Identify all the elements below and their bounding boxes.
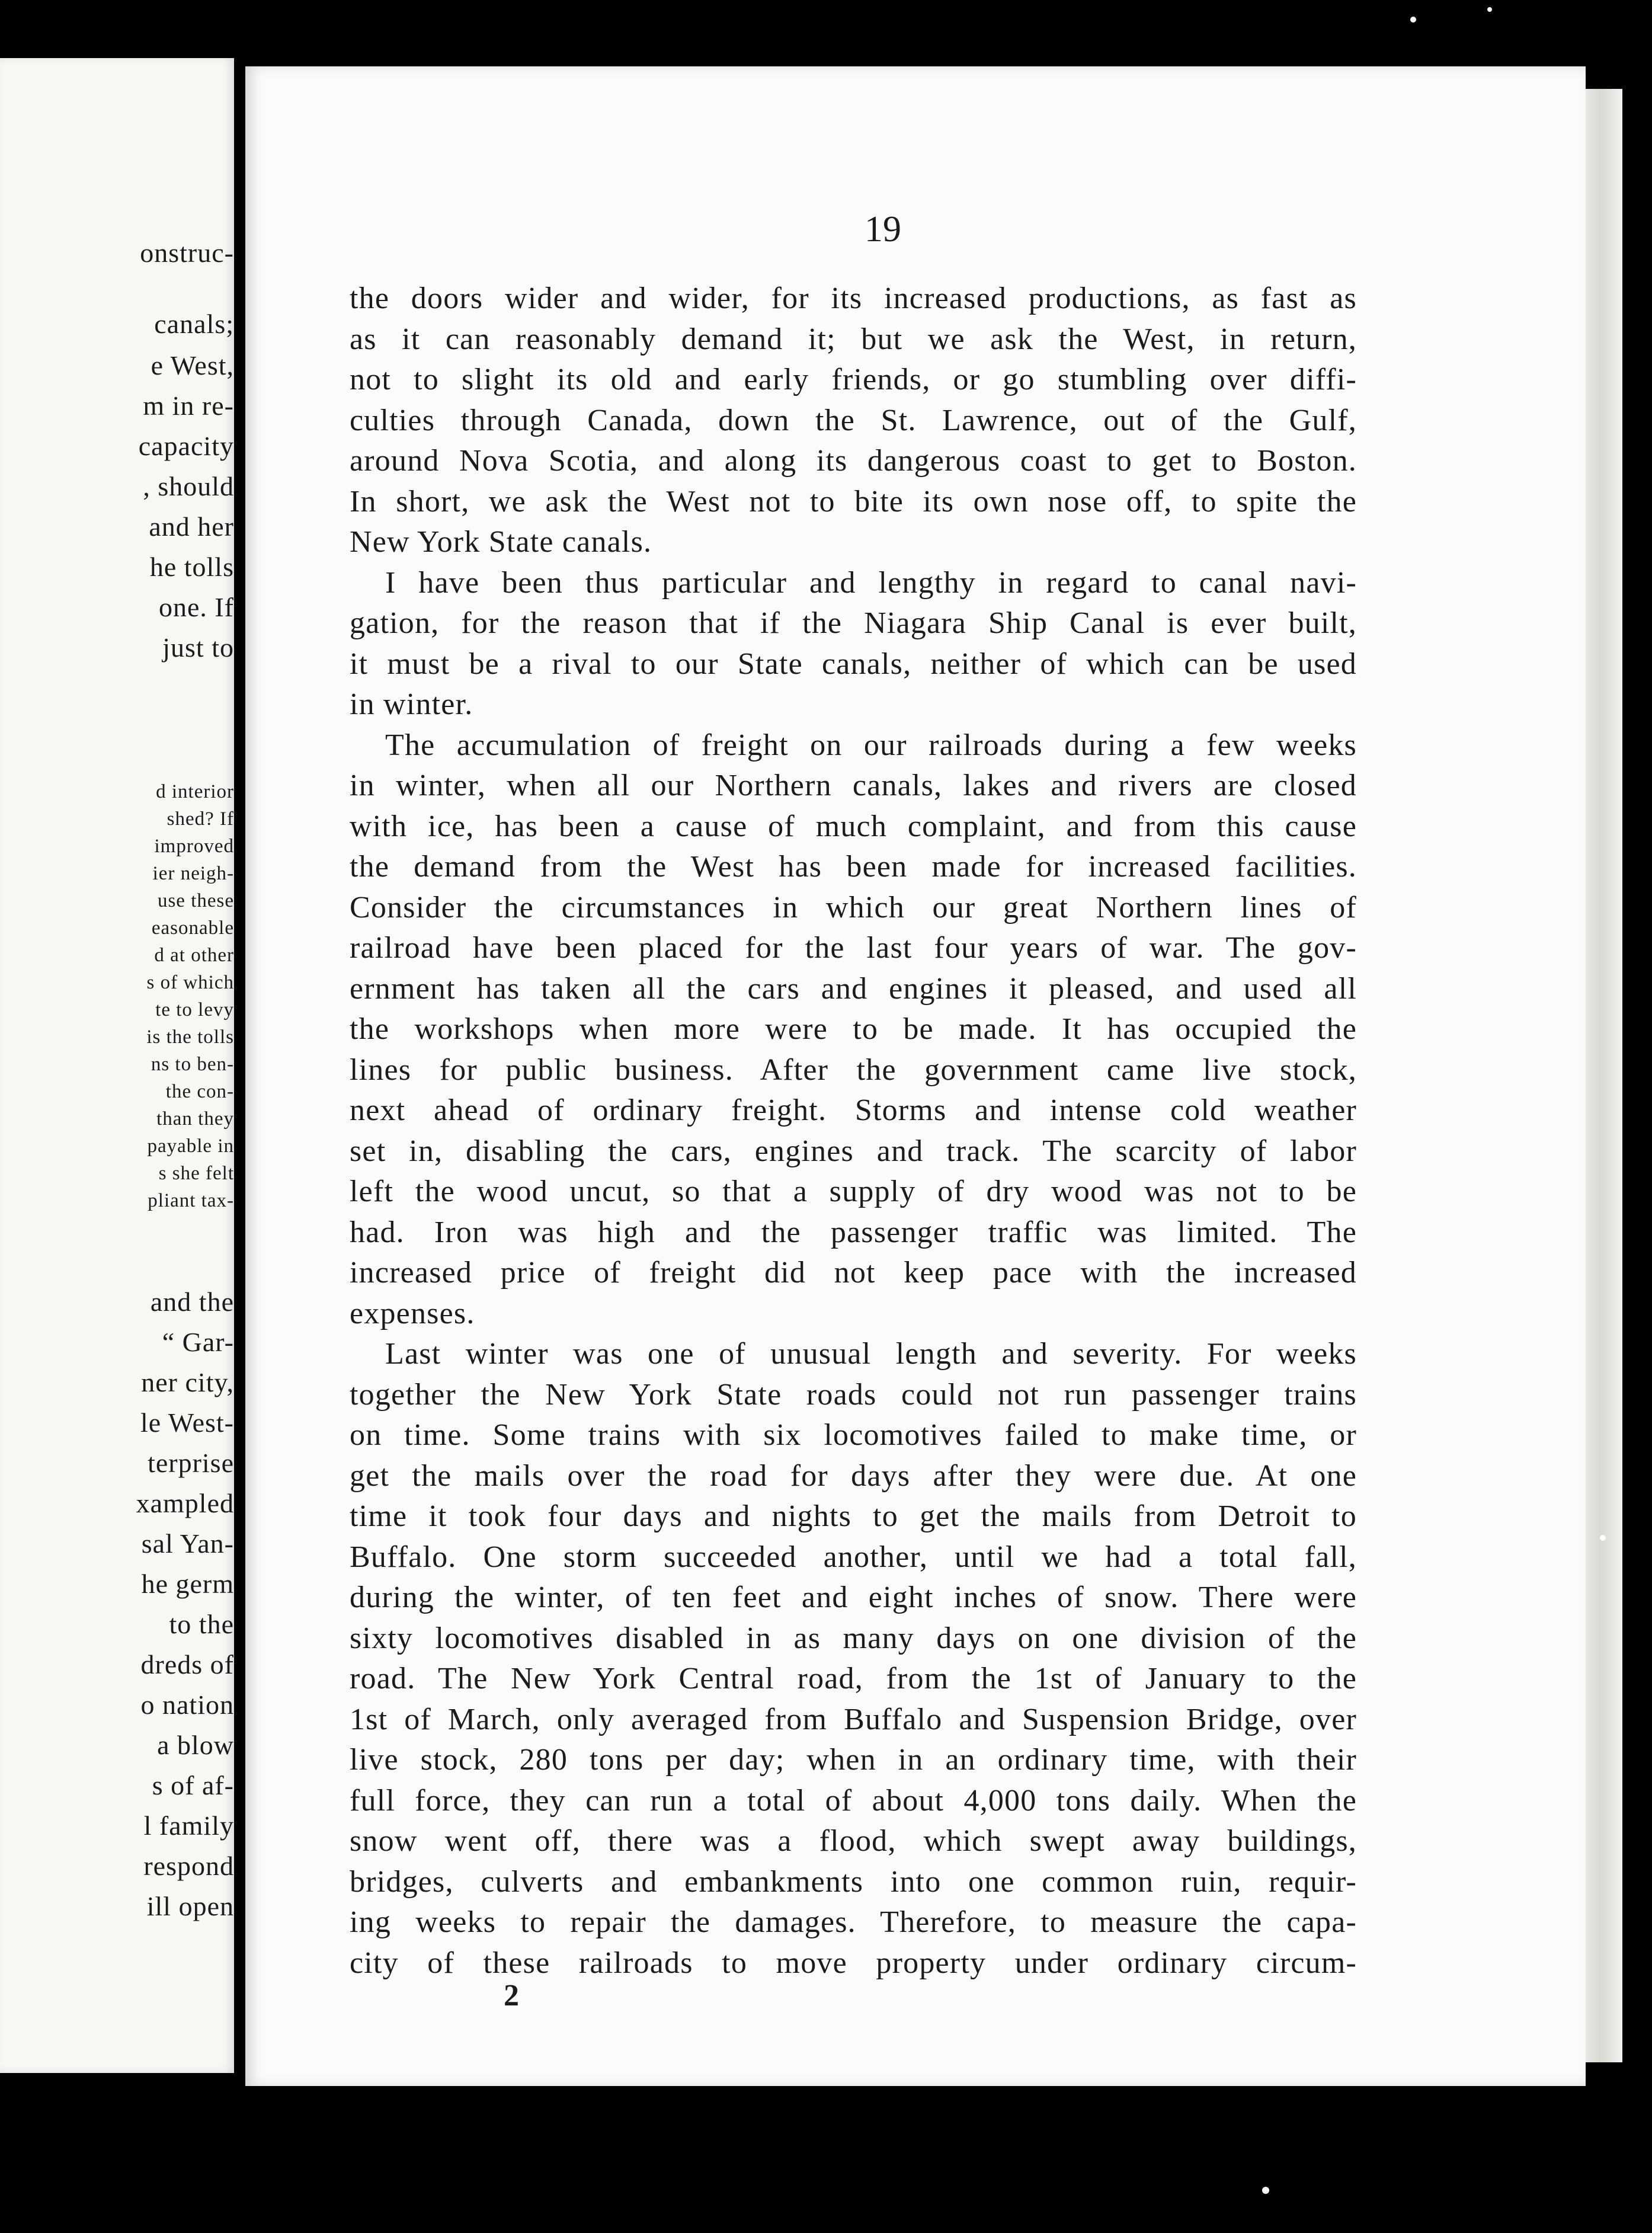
facing-text-line: o nation xyxy=(140,1690,234,1720)
scan-speck xyxy=(1410,17,1416,23)
text-line: In short, we ask the West not to bite its own nose off, to spite the xyxy=(350,484,1357,519)
facing-text-line: than they xyxy=(156,1108,234,1130)
facing-text-line: d interior xyxy=(156,781,234,802)
facing-text-line: easonable xyxy=(151,917,234,939)
text-line: 1st of March, only averaged from Buffalo and Suspension Bridge, over xyxy=(350,1702,1357,1736)
text-line: the demand from the West has been made for increased facilities. xyxy=(350,850,1357,884)
text-line: lines for public business. After the government came live stock, xyxy=(350,1052,1357,1087)
text-line: in winter. xyxy=(350,687,473,721)
text-line: the doors wider and wider, for its increased productions, as fast as xyxy=(350,281,1357,315)
text-line: next ahead of ordinary freight. Storms and intense cold weather xyxy=(350,1093,1357,1127)
facing-text-line: sal Yan- xyxy=(141,1528,234,1559)
text-line: live stock, 280 tons per day; when in an ordinary time, with their xyxy=(350,1743,1357,1777)
text-line: with ice, has been a cause of much complaint, and from this cause xyxy=(350,809,1357,843)
text-line: expenses. xyxy=(350,1296,475,1330)
text-line: bridges, culverts and embankments into one common ruin, requir- xyxy=(350,1864,1357,1899)
facing-text-line: one. If xyxy=(158,592,234,622)
page-body-text xyxy=(350,279,1357,1984)
text-line: Last winter was one of unusual length and severity. For weeks xyxy=(385,1337,1357,1371)
text-line: on time. Some trains with six locomotives failed to make time, or xyxy=(350,1418,1357,1452)
facing-text-line: ns to ben- xyxy=(151,1054,234,1075)
text-line: increased price of freight did not keep pace with the increased xyxy=(350,1256,1357,1290)
facing-text-line: l family xyxy=(143,1810,234,1841)
facing-text-line: terprise xyxy=(148,1448,234,1478)
facing-text-line: ier neigh- xyxy=(152,863,234,884)
text-line: culties through Canada, down the St. Lawrence, out of the Gulf, xyxy=(350,403,1357,437)
text-line: together the New York State roads could not run passenger trains xyxy=(350,1377,1357,1412)
facing-text-line: xampled xyxy=(136,1488,234,1518)
facing-text-line: payable in xyxy=(147,1135,234,1157)
scan-speck xyxy=(1262,2187,1269,2194)
facing-text-line: is the tolls xyxy=(146,1026,234,1048)
text-line: snow went off, there was a flood, which swept away buildings, xyxy=(350,1824,1357,1858)
facing-text-line: respond xyxy=(143,1851,234,1881)
text-line: it must be a rival to our State canals, neither of which can be used xyxy=(350,647,1357,681)
facing-text-line: , should xyxy=(143,471,234,501)
text-line: I have been thus particular and lengthy in regard to canal navi- xyxy=(385,565,1357,600)
text-line: Buffalo. One storm succeeded another, until we had a total fall, xyxy=(350,1540,1357,1574)
text-line: time it took four days and nights to get the mails from Detroit to xyxy=(350,1499,1357,1533)
facing-text-line: s she felt xyxy=(158,1163,234,1184)
scan-speck xyxy=(1600,1535,1606,1541)
facing-text-line: m in re- xyxy=(143,391,234,421)
text-line: full force, they can run a total of about 4,000 tons daily. When the xyxy=(350,1783,1357,1818)
text-line: road. The New York Central road, from the 1st of January to the xyxy=(350,1662,1357,1695)
facing-text-line: ill open xyxy=(146,1891,234,1921)
facing-text-line: shed? If xyxy=(167,808,234,830)
facing-text-line: use these xyxy=(157,890,234,911)
facing-text-line: dreds of xyxy=(140,1649,234,1679)
text-line: left the wood uncut, so that a supply of dry wood was not to be xyxy=(350,1175,1357,1208)
facing-text-line: d at other xyxy=(154,945,234,966)
text-line: in winter, when all our Northern canals, lakes and rivers are closed xyxy=(350,769,1357,802)
facing-text-line: e West, xyxy=(151,350,234,380)
facing-text-line: ner city, xyxy=(141,1367,234,1397)
page-edge xyxy=(1586,89,1622,2062)
text-line: gation, for the reason that if the Niagara Ship Canal is ever built, xyxy=(350,606,1357,640)
facing-text-line: he germ xyxy=(141,1569,234,1599)
text-line: sixty locomotives disabled in as many days on one division of the xyxy=(350,1621,1357,1655)
facing-text-line: capacity xyxy=(138,431,234,461)
facing-text-line: s of af- xyxy=(152,1770,234,1800)
text-line: around Nova Scotia, and along its dangerous coast to get to Boston. xyxy=(350,444,1357,478)
text-line: city of these railroads to move property under ordinary circum- xyxy=(350,1946,1357,1980)
facing-text-line: the con- xyxy=(165,1081,234,1102)
facing-text-line: and her xyxy=(149,511,234,542)
facing-text-line: to the xyxy=(169,1609,234,1639)
facing-text-line: s of which xyxy=(146,972,234,993)
scan-speck xyxy=(1487,7,1492,12)
facing-text-line: “ Gar- xyxy=(162,1327,234,1357)
facing-text-line: canals; xyxy=(154,309,234,339)
facing-text-line: and the xyxy=(150,1287,234,1317)
facing-text-line: te to levy xyxy=(155,999,234,1020)
facing-text-line: le West- xyxy=(140,1407,234,1438)
signature-mark: 2 xyxy=(504,1979,519,2013)
facing-text-line: just to xyxy=(162,632,234,663)
text-line: had. Iron was high and the passenger traffic was limited. The xyxy=(350,1215,1357,1249)
text-line: New York State canals. xyxy=(350,525,652,559)
facing-text-line: onstruc- xyxy=(140,238,234,268)
text-line: not to slight its old and early friends, or go stumbling over diffi- xyxy=(350,363,1357,396)
facing-text-line: he tolls xyxy=(149,552,234,582)
text-line: Consider the circumstances in which our great Northern lines of xyxy=(350,890,1357,924)
text-line: set in, disabling the cars, engines and track. The scarcity of labor xyxy=(350,1134,1357,1168)
text-line: The accumulation of freight on our railroads during a few weeks xyxy=(385,728,1357,762)
text-line: as it can reasonably demand it; but we ask the West, in return, xyxy=(350,322,1357,356)
facing-page-fragment xyxy=(0,58,234,2073)
text-line: during the winter, of ten feet and eight inches of snow. There were xyxy=(350,1581,1357,1614)
text-line: get the mails over the road for days after they were due. At one xyxy=(350,1458,1357,1493)
text-line: the workshops when more were to be made. It has occupied the xyxy=(350,1012,1357,1046)
facing-text-line: pliant tax- xyxy=(148,1190,234,1211)
facing-text-line: a blow xyxy=(157,1730,234,1760)
text-line: ernment has taken all the cars and engines it pleased, and used all xyxy=(350,971,1357,1006)
page-number: 19 xyxy=(865,209,901,249)
facing-text-line: improved xyxy=(154,836,234,857)
text-line: railroad have been placed for the last four years of war. The gov- xyxy=(350,931,1357,965)
text-line: ing weeks to repair the damages. Therefore, to measure the capa- xyxy=(350,1905,1357,1939)
